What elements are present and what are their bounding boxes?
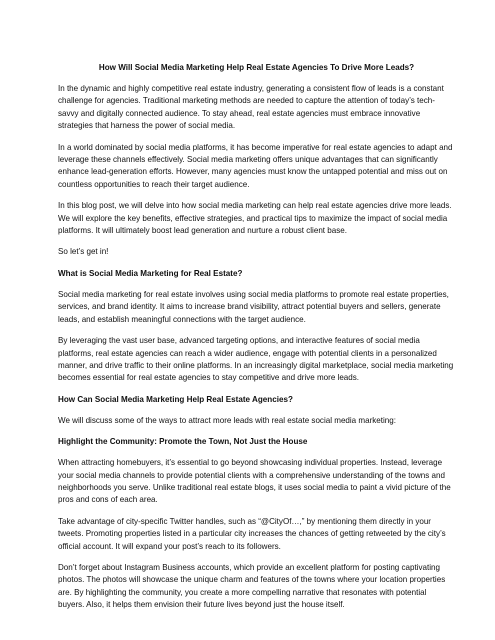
heading-how-smm-helps: How Can Social Media Marketing Help Real Estate Agencies? <box>58 394 293 404</box>
community-paragraph-2: Take advantage of city-specific Twitter handles, such as “@CityOf…,” by mentioning them directly in your tweets. Promoting properties listed in a particular city increases the chances of getting retweeted by the city’s official account. It will expand your post’s reach to its followers. <box>58 516 446 551</box>
community-paragraph-1: When attracting homebuyers, it’s essential to go beyond showcasing individual properties. Instead, leverage your social media channels to provide potential clients with a comprehensive understanding of the towns and neighborhoods you serve. Unlike traditional real estate blogs, it uses social media to paint a vivid picture of the pros and cons of each area. <box>58 458 451 505</box>
what-paragraph-1: Social media marketing for real estate involves using social media platforms to promote real estate properties, services, and brand identity. It aims to increase brand visibility, attract potential buyers and sellers, generate leads, and establish meaningful connections with the target audience. <box>58 289 449 324</box>
heading-highlight-community: Highlight the Community: Promote the Town, Not Just the House <box>58 437 308 447</box>
intro-paragraph-4: So let’s get in! <box>58 247 109 257</box>
community-paragraph-3: Don’t forget about Instagram Business accounts, which provide an excellent platform for posting captivating photos. The photos will showcase the unique charm and features of the towns where your location properties are. By highlighting the community, you create a more compelling narrative that resonates with potential buyers. Also, it helps them envision their future lives beyond just the house itself. <box>58 562 446 610</box>
intro-paragraph-2: In a world dominated by social media platforms, it has become imperative for real estate agencies to adapt and leverage these channels effectively. Social media marketing offers unique advantages that can significantly enhance lead-generation efforts. However, many agencies must know the untapped potential and miss out on countless opportunities to reach their target audience. <box>58 142 453 189</box>
what-paragraph-2: By leveraging the vast user base, advanced targeting options, and interactive features of social media platforms, real estate agencies can reach a wider audience, engage with potential clients in a personalized manner, and drive traffic to their online platforms. In an increasingly digital marketplace, social media marketing becomes essential for real estate agencies to stay competitive and drive more leads. <box>58 336 454 383</box>
heading-what-is-smm: What is Social Media Marketing for Real Estate? <box>58 268 243 278</box>
intro-paragraph-1: In the dynamic and highly competitive real estate industry, generating a consistent flow of leads is a constant challenge for agencies. Traditional marketing methods are needed to capture the attention of today’s tech-savvy and digitally connected audience. To stay ahead, real estate agencies must embrace innovative strategies that harness the power of social media. <box>58 84 444 131</box>
document-title: How Will Social Media Marketing Help Real Estate Agencies To Drive More Leads? <box>98 63 415 72</box>
intro-paragraph-3: In this blog post, we will delve into how social media marketing can help real estate agencies drive more leads. We will explore the key benefits, effective strategies, and practical tips to maximize the impact of social media platforms. It will ultimately boost lead generation and nurture a robust client base. <box>58 201 452 236</box>
how-paragraph-1: We will discuss some of the ways to attract more leads with real estate social media marketing: <box>58 415 396 425</box>
